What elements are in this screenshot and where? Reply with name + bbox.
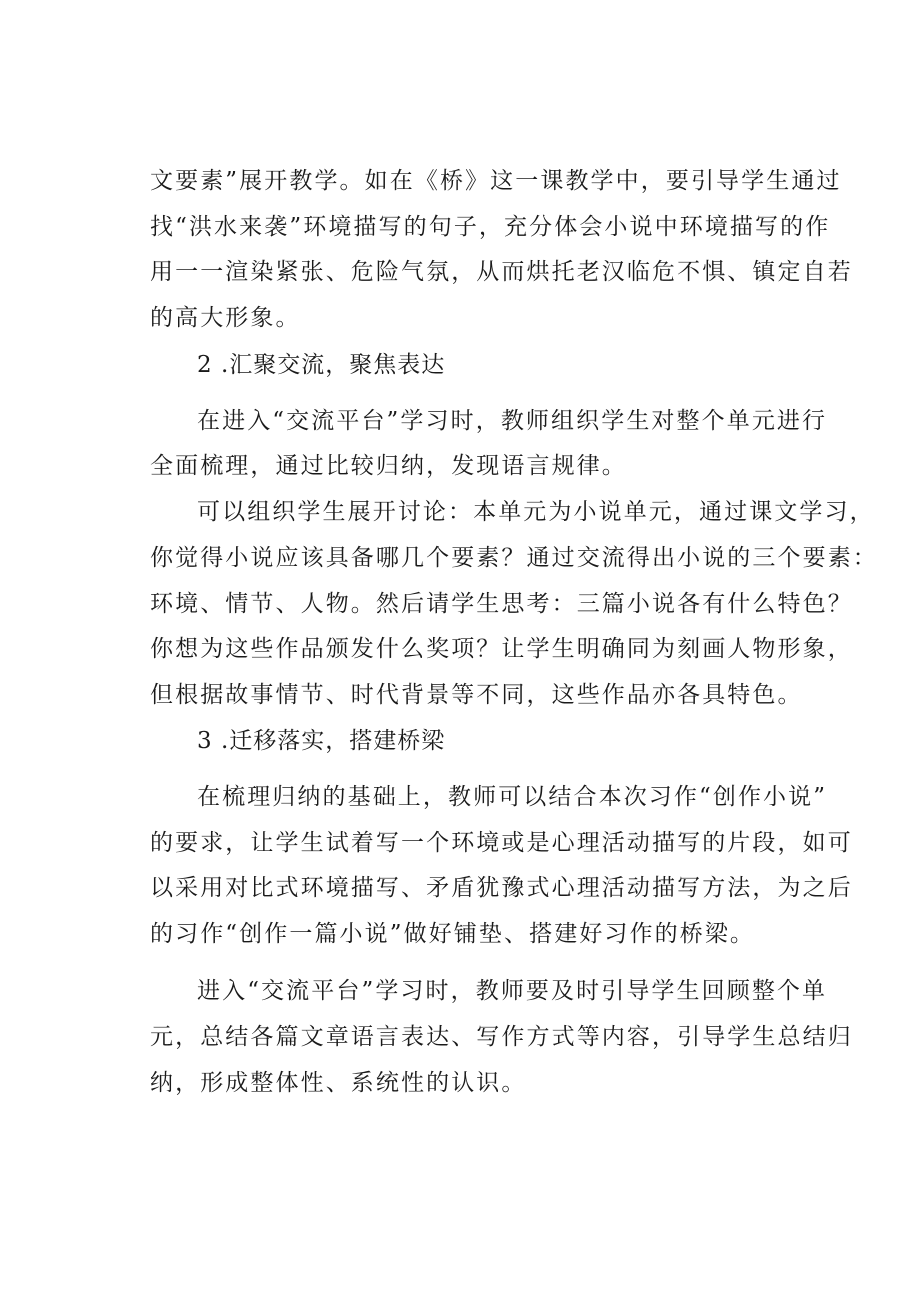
paragraph-3-line-4: 你想为这些作品颁发什么奖项？让学生明确同为刻画人物形象，	[150, 636, 853, 662]
paragraph-1-line-1: 文要素”展开教学。如在《桥》这一课教学中，要引导学生通过	[150, 168, 842, 194]
paragraph-4-line-4: 的习作“创作一篇小说”做好铺垫、搭建好习作的桥梁。	[150, 921, 756, 947]
paragraph-3-line-5: 但根据故事情节、时代背景等不同，这些作品亦各具特色。	[150, 682, 803, 708]
paragraph-5-line-2: 元，总结各篇文章语言表达、写作方式等内容，引导学生总结归	[150, 1024, 853, 1050]
paragraph-5-line-3: 纳，形成整体性、系统性的认识。	[150, 1070, 527, 1096]
paragraph-3-line-1: 可以组织学生展开讨论：本单元为小说单元，通过课文学习，	[197, 499, 875, 525]
paragraph-5-line-1: 进入“交流平台”学习时，教师要及时引导学生回顾整个单	[197, 978, 828, 1004]
section-heading-3: 3 .迁移落实，搭建桥梁	[197, 728, 446, 754]
paragraph-3-line-3: 环境、情节、人物。然后请学生思考：三篇小说各有什么特色？	[150, 591, 853, 617]
paragraph-4-line-3: 以采用对比式环境描写、矛盾犹豫式心理活动描写方法，为之后	[150, 875, 853, 901]
paragraph-1-line-4: 的高大形象。	[150, 305, 301, 331]
paragraph-3-line-2: 你觉得小说应该具备哪几个要素？通过交流得出小说的三个要素：	[150, 545, 878, 571]
paragraph-2-line-2: 全面梳理，通过比较归纳，发现语言规律。	[150, 453, 627, 479]
paragraph-4-line-2: 的要求，让学生试着写一个环境或是心理活动描写的片段，如可	[150, 830, 853, 856]
paragraph-4-line-1: 在梳理归纳的基础上，教师可以结合本次习作“创作小说”	[197, 784, 828, 810]
paragraph-1-line-2: 找“洪水来袭”环境描写的句子，充分体会小说中环境描写的作	[150, 214, 831, 240]
paragraph-1-line-3: 用一一渲染紧张、危险气氛，从而烘托老汉临危不惧、镇定自若	[150, 259, 853, 285]
section-heading-2: 2 .汇聚交流，聚焦表达	[197, 352, 446, 378]
paragraph-2-line-1: 在进入“交流平台”学习时，教师组织学生对整个单元进行	[197, 408, 828, 434]
